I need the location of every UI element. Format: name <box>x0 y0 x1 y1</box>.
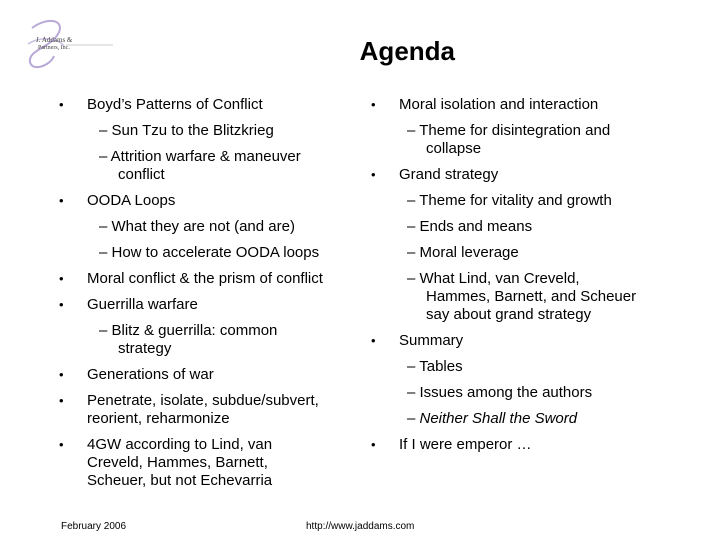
agenda-subitem-cont: strategy <box>118 340 172 357</box>
bullet-marker: • <box>371 167 376 182</box>
bullet-marker: • <box>59 393 64 408</box>
agenda-item-cont: Creveld, Hammes, Barnett, <box>87 454 268 471</box>
agenda-item: Guerrilla warfare <box>87 296 198 313</box>
agenda-subitem: – Issues among the authors <box>407 384 593 401</box>
agenda-item: OODA Loops <box>87 192 176 209</box>
agenda-item: Penetrate, isolate, subdue/subvert, <box>87 392 319 409</box>
bullet-marker: • <box>59 437 64 452</box>
agenda-subitem: – Blitz & guerrilla: common <box>99 322 278 339</box>
bullet-marker: • <box>371 333 376 348</box>
agenda-item-cont: Scheuer, but not Echevarria <box>87 472 273 489</box>
footer-url[interactable]: http://www.jaddams.com <box>306 521 415 532</box>
agenda-item: Generations of war <box>87 366 214 383</box>
agenda-subitem-cont: collapse <box>426 140 482 157</box>
agenda-subitem: – Ends and means <box>407 218 533 235</box>
footer-date: February 2006 <box>61 521 127 532</box>
svg-text:J. Addams &: J. Addams & <box>36 36 73 44</box>
agenda-item: Summary <box>399 332 464 349</box>
agenda-subitem-cont: say about grand strategy <box>426 306 592 323</box>
agenda-subitem: – Moral leverage <box>407 244 519 261</box>
bullet-marker: • <box>59 367 64 382</box>
bullet-marker: • <box>59 193 64 208</box>
agenda-subitem: – Tables <box>407 358 463 375</box>
agenda-subitem: – How to accelerate OODA loops <box>99 244 320 261</box>
bullet-marker: • <box>59 97 64 112</box>
agenda-subitem: – Theme for vitality and growth <box>407 192 612 209</box>
agenda-item: If I were emperor … <box>399 436 532 453</box>
bullet-marker: • <box>371 97 376 112</box>
agenda-item: Grand strategy <box>399 166 499 183</box>
agenda-item: 4GW according to Lind, van <box>87 436 273 453</box>
bullet-marker: • <box>59 297 64 312</box>
svg-text:Partners, Inc.: Partners, Inc. <box>38 45 70 51</box>
agenda-subitem: – Neither Shall the Sword <box>407 410 578 427</box>
bullet-marker: • <box>371 437 376 452</box>
agenda-subitem: – Sun Tzu to the Blitzkrieg <box>99 122 274 139</box>
agenda-subitem: – Theme for disintegration and <box>407 122 611 139</box>
agenda-item: Moral conflict & the prism of conflict <box>87 270 323 287</box>
bullet-marker: • <box>59 271 64 286</box>
agenda-item-cont: reorient, reharmonize <box>87 410 230 427</box>
agenda-item: Boyd’s Patterns of Conflict <box>87 96 263 113</box>
agenda-item: Moral isolation and interaction <box>399 96 599 113</box>
agenda-subitem: – What Lind, van Creveld, <box>407 270 580 287</box>
agenda-subitem-cont: Hammes, Barnett, and Scheuer <box>426 288 637 305</box>
agenda-subitem: – Attrition warfare & maneuver <box>99 148 301 165</box>
agenda-subitem-cont: conflict <box>118 166 165 183</box>
agenda-subitem: – What they are not (and are) <box>99 218 295 235</box>
slide-title: Agenda <box>359 36 455 66</box>
